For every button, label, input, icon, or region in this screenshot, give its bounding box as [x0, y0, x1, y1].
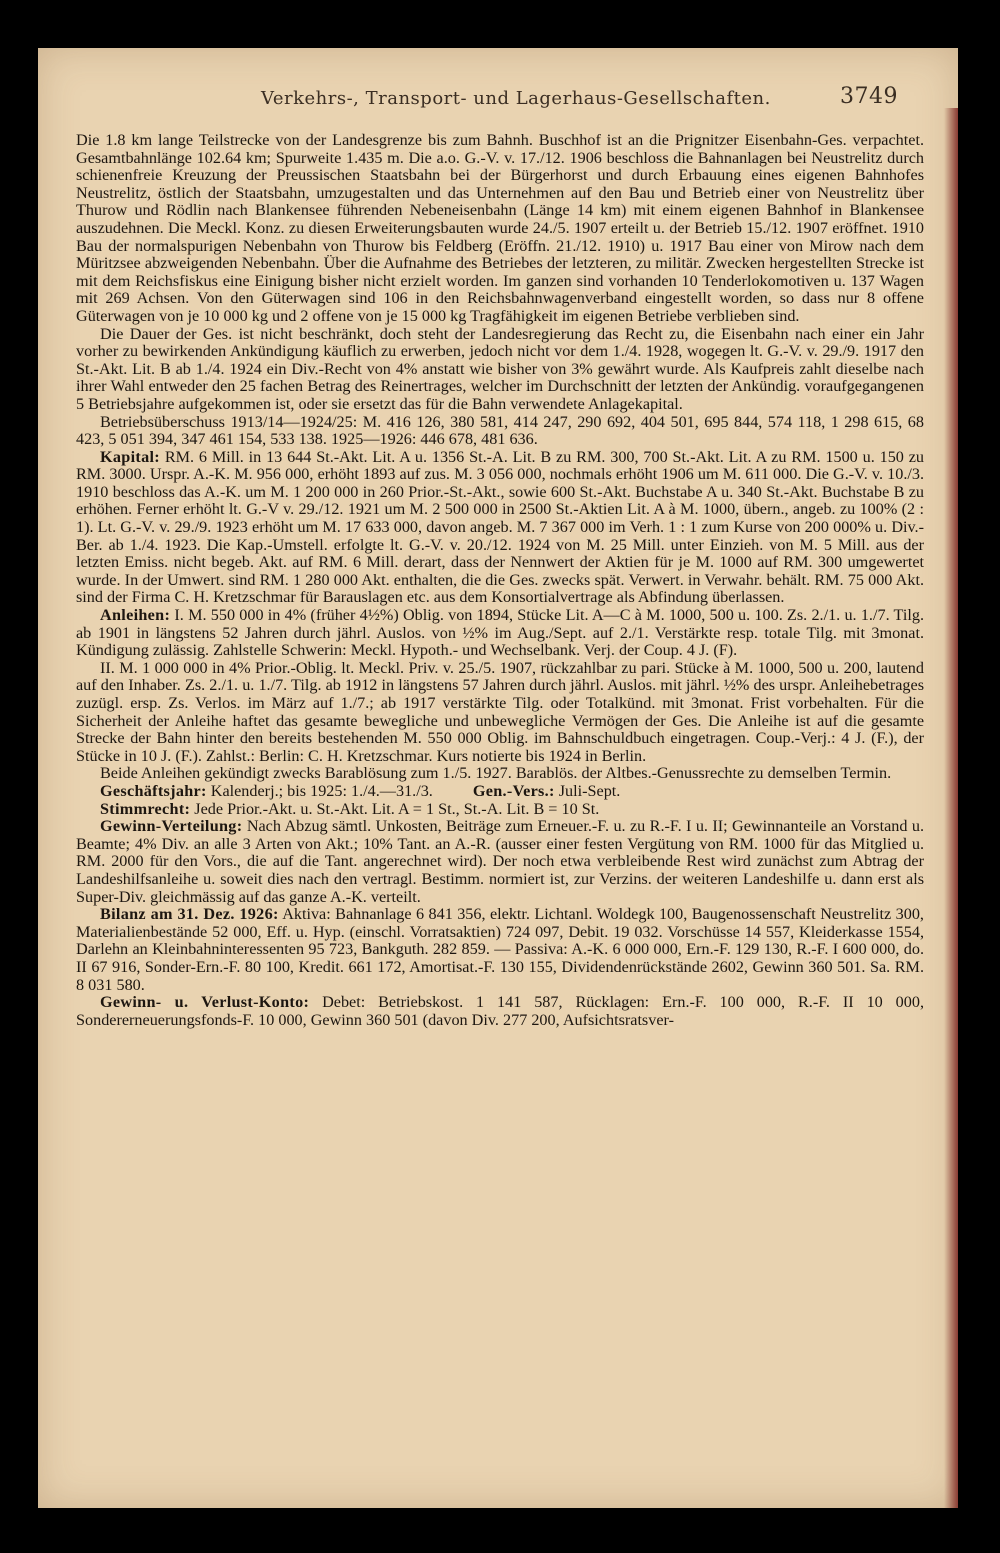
gen-vers-text: Juli-Sept. — [558, 781, 621, 800]
stimmrecht-label: Stimmrecht: — [100, 799, 191, 818]
gewinn-verlust-label: Gewinn- u. Verlust-Konto: — [100, 993, 310, 1012]
gewinn-verlust-text: Debet: Betriebskost. 1 141 587, Rücklagen: Ern.-F. 100 000, R.-F. II 10 000, Sondererneuerungsfonds-F. 10 000, Gewinn 360 501 (davon Div. 277 200, Aufsichtsratsver- — [76, 993, 924, 1029]
page-number: 3749 — [840, 84, 898, 109]
paragraph-bilanz — [76, 906, 924, 994]
page-edge-stain — [944, 108, 958, 1508]
paragraph-kuendigung: Beide Anleihen gekündigt zwecks Barablösung zum 1./5. 1927. Barablös. der Altbes.-Genussrechte zu demselben Termin. — [100, 764, 892, 783]
paragraph-gewinn-verteilung — [76, 818, 924, 906]
geschaeftsjahr-label: Geschäftsjahr: — [100, 781, 207, 800]
paragraph-stimmrecht — [76, 801, 924, 819]
gewinn-verteilung-text: Nach Abzug sämtl. Unkosten, Beiträge zum Erneuer.-F. u. zu R.-F. I u. II; Gewinnanteile an Vorstand u. Beamte; 4% Div. an alle 3 Arten von Akt.; 10% Tant. an A.-R. (ausser einer festen Vergütung von RM. 1000 für das Mitglied u. RM. 2000 für den Vors., die auf die Tant. angerechnet wird). Der noch etwa verbleibende Rest wird zunächst zum Abtrag der Landeshilfsanleihe u. soweit dies nach den vertragl. Bestimm. normiert ist, zur Verzins. der weiteren Landeshilfe u. dann erst als Super-Div. gleichmässig auf das ganze A.-K. verteilt. — [76, 817, 925, 906]
paragraph-railway-description: Die 1.8 km lange Teilstrecke von der Landesgrenze bis zum Bahnh. Buschhof ist an die Prignitzer Eisenbahn-Ges. verpachtet. Gesamtbahnlänge 102.64 km; Spurweite 1.435 m. Die a.o. G.-V. v. 17./12. 1906 beschloss die Bahnanlagen bei Neustrelitz durch schienenfreie Kreuzung der Preussischen Staatsbahn bei der Bürgerhorst und durch Erbauung eines eigenen Bahnhofes Neustrelitz, östlich der Staatsbahn, umzugestalten und das Unternehmen auf den Bau und Betrieb einer von Neustrelitz über Thurow und Rödlin nach Blankensee führenden Nebeneisenbahn (Länge 14 km) mit einem eigenen Bahnhof in Blankensee auszudehnen. Die Meckl. Konz. zu diesen Erweiterungsbauten wurde 24./5. 1907 erteilt u. der Betrieb 15./12. 1907 eröffnet. 1910 Bau der normalspurigen Nebenbahn von Thurow bis Feldberg (Eröffn. 21./12. 1910) u. 1917 Bau einer von Mirow nach dem Müritzsee abzweigenden Nebenbahn. Über die Aufnahme des Betriebes der letzteren, zu militär. Zwecken hergestellten Strecke ist mit dem Reichsfiskus eine Einigung bisher nicht erzielt worden. Im ganzen sind vorhanden 10 Tenderlokomotiven u. 137 Wagen mit 269 Achsen. Von den Güterwagen sind 106 in den Reichsbahnwagenverband eingestellt worden, so dass nur 8 offene Güterwagen von je 10 000 kg und 2 offene von je 15 000 kg Tragfähigkeit im eigenen Betriebe verblieben sind. — [76, 131, 924, 325]
running-title: Verkehrs-, Transport- und Lagerhaus-Gesellschaften. — [261, 88, 771, 109]
gewinn-verteilung-label: Gewinn-Verteilung: — [100, 817, 243, 836]
anleihen-label: Anleihen: — [100, 606, 171, 625]
paragraph-duration: Die Dauer der Ges. ist nicht beschränkt, doch steht der Landesregierung das Recht zu, die Eisenbahn nach einer ein Jahr vorher zu bewirkenden Ankündigung käuflich zu erwerben, jedoch nicht vor dem 1./4. 1928, wogegen lt. G.-V. v. 29./9. 1917 den St.-Akt. Lit. B ab 1./4. 1924 ein Div.-Recht von 4% anstatt wie bisher von 3% gewährt wurde. Als Kaufpreis zahlt dieselbe nach ihrer Wahl entweder den 25 fachen Betrag des Reinertrages, welcher im Durchschnitt der letzten der Ankündig. voraufgegangenen 5 Betriebsjahre aufgekommen ist, oder sie ersetzt das für die Bahn verwendete Anlagekapital. — [76, 324, 924, 413]
gen-vers-label: Gen.-Vers.: — [472, 781, 555, 800]
paragraph-gewinn-verlust — [76, 994, 924, 1029]
page-body — [76, 132, 924, 1029]
paragraph-kapital — [76, 449, 924, 607]
stimmrecht-text: Jede Prior.-Akt. u. St.-Akt. Lit. A = 1 St., St.-A. Lit. B = 10 St. — [194, 799, 600, 818]
bilanz-text: Aktiva: Bahnanlage 6 841 356, elektr. Lichtanl. Woldegk 100, Baugenossenschaft Neustrelitz 300, Materialienbestände 52 000, Eff. u. Hyp. (einschl. Vorratsaktien) 724 097, Debit. 19 032. Vorschüsse 14 557, Kleiderkasse 1554, Darlehn an Kleinbahninteressenten 95 723, Bankguth. 282 859. — Passiva: A.-K. 6 000 000, Ern.-F. 129 130, R.-F. I 600 000, do. II 67 916, Sonder-Ern.-F. 80 100, Kredit. 661 172, Amortisat.-F. 130 155, Dividendenrückstände 2602, Gewinn 360 501. Sa. RM. 8 031 580. — [76, 905, 924, 994]
paragraph-anleihen — [76, 607, 924, 660]
paragraph-operating-surplus: Betriebsüberschuss 1913/14—1924/25: M. 416 126, 380 581, 414 247, 290 692, 404 501, 695 844, 574 118, 1 298 615, 68 423, 5 051 394, 347 461 154, 533 138. 1925—1926: 446 678, 481 636. — [76, 412, 924, 449]
bilanz-label: Bilanz am 31. Dez. 1926: — [100, 905, 279, 924]
paragraph-geschaeftsjahr — [76, 783, 924, 801]
anleihen-text: I. M. 550 000 in 4% (früher 4½%) Oblig. von 1894, Stücke Lit. A—C à M. 1000, 500 u. 100. Zs. 2./1. u. 1./7. Tilg. ab 1901 in längstens 52 Jahren durch jährl. Auslos. von ½% im Aug./Sept. auf 2./1. Verstärkte resp. totale Tilg. mit 3monat. Kündigung zulässig. Zahlstelle Schwerin: Meckl. Hypoth.- und Wechselbank. Verj. der Coup. 4 J. (F). — [76, 606, 925, 660]
paragraph-anleihe-ii: II. M. 1 000 000 in 4% Prior.-Oblig. lt. Meckl. Priv. v. 25./5. 1907, rückzahlbar zu pari. Stücke à M. 1000, 500 u. 200, lautend auf den Inhaber. Zs. 2./1. u. 1./7. Tilg. ab 1912 in längstens 57 Jahren durch jährl. Auslos. mit jährl. ½% des urspr. Anleihebetrages zuzügl. ersp. Zs. Verlos. im März auf 1./7.; ab 1917 verstärkte Tilg. oder Totalkünd. mit 3monat. Frist vorbehalten. Für die Sicherheit der Anleihe haftet das gesamte bewegliche und unbewegliche Vermögen der Ges. Die Anleihe ist auf die gesamte Strecke der Bahn hinter den bereits bestehenden M. 550 000 Oblig. im Bahnschuldbuch eingetragen. Coup.-Verj.: 4 J. (F.), der Stücke in 10 J. (F.). Zahlst.: Berlin: C. H. Kretzschmar. Kurs notierte bis 1924 in Berlin. — [76, 658, 924, 765]
kapital-label: Kapital: — [100, 447, 160, 466]
geschaeftsjahr-text: Kalenderj.; bis 1925: 1./4.—31./3. — [210, 781, 433, 800]
scanned-page — [38, 48, 958, 1508]
kapital-text: RM. 6 Mill. in 13 644 St.-Akt. Lit. A u. 1356 St.-A. Lit. B zu RM. 300, 700 St.-Akt. Lit. A zu RM. 1500 u. 150 zu RM. 3000. Urspr. A.-K. M. 956 000, erhöht 1893 auf zus. M. 3 056 000, nochmals erhöht 1906 um M. 611 000. Die G.-V. v. 10./3. 1910 beschloss das A.-K. um M. 1 200 000 in 260 Prior.-St.-Akt., sowie 600 St.-Akt. Buchstabe A u. 340 St.-Akt. Buchstabe B zu erhöhen. Ferner erhöht lt. G.-V v. 29./12. 1921 um M. 2 500 000 in 2500 St.-Aktien Lit. A à M. 1000, übern., angeb. zu 100% (2 : 1). Lt. G.-V. v. 29./9. 1923 erhöht um M. 17 633 000, davon angeb. M. 7 367 000 im Verh. 1 : 1 zum Kurse von 200 000% u. Div.-Ber. ab 1./4. 1923. Die Kap.-Umstell. erfolgte lt. G.-V. v. 20./12. 1924 von M. 25 Mill. unter Einzieh. von M. 5 Mill. aus der letzten Emiss. nicht begeb. Akt. auf RM. 6 Mill. derart, dass der Nennwert der Aktien für je M. 1000 auf RM. 300 umgewertet wurde. In der Umwert. sind RM. 1 280 000 Akt. enthalten, die die Ges. zwecks spät. Verwert. in Verwahr. behält. RM. 75 000 Akt. sind der Firma C. H. Kretzschmar für Barauslagen etc. aus dem Konsortialvertrage als Abfindung überlassen. — [76, 447, 925, 607]
